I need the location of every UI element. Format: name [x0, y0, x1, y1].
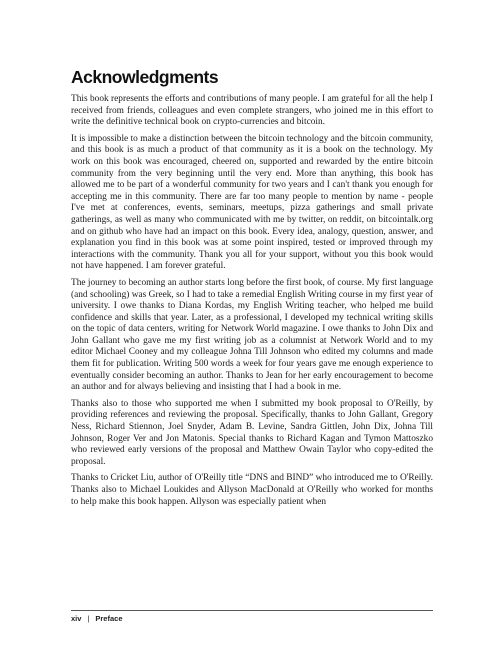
section-heading: Acknowledgments [71, 67, 219, 87]
page-content [71, 66, 433, 513]
paragraph-1: This book represents the efforts and contributions of many people. I am grateful for all the help I received from friends, colleagues and even complete strangers, who joined me in this effort to write the definitive technical book on crypto-currencies and bitcoin. [71, 94, 433, 128]
page-footer [71, 610, 433, 623]
chapter-name: Preface [95, 614, 123, 623]
paragraph-4: Thanks also to those who supported me when I submitted my book proposal to O'Reilly, by providing references and reviewing the proposal. Specifically, thanks to John Gallant, Gregory Ness, Richard Stiennon, Joel Snyder, Adam B. Levine, Sandra Gittlen, John Dix, Johna Till Johnson, Roger Ver and Jon Matonis. Special thanks to Richard Kagan and Tymon Mattoszko who reviewed early versions of the proposal and Matthew Owain Taylor who copy-edited the proposal. [71, 398, 433, 467]
paragraph-3: The journey to becoming an author starts long before the first book, of course. My first language (and schooling) was Greek, so I had to take a remedial English Writing course in my first year of university. I owe thanks to Diana Kordas, my English Writing teacher, who helped me build confidence and skills that year. Later, as a professional, I developed my technical writing skills on the topic of data centers, writing for Network World magazine. I owe thanks to John Dix and John Gallant who gave me my first writing job as a columnist at Network World and to my editor Michael Cooney and my colleague Johna Till Johnson who edited my columns and made them fit for publication. Writing 500 words a week for four years gave me enough experience to eventually consider becoming an author. Thanks to Jean for her early encouragement to become an author and for always believing and insisting that I had a book in me. [71, 277, 433, 393]
footer-separator: | [87, 614, 90, 623]
paragraph-5: Thanks to Cricket Liu, author of O'Reilly title “DNS and BIND” who introduced me to O'Reilly. Thanks also to Michael Loukides and Allyson MacDonald at O'Reilly who worked for months to help make this book happen. Allyson was especially patient when [71, 473, 433, 507]
page-number: xiv [71, 614, 82, 623]
paragraph-2: It is impossible to make a distinction between the bitcoin technology and the bitcoin community, and this book is as much a product of that community as it is a book on the technology. My work on this book was encouraged, cheered on, supported and rewarded by the entire bitcoin community from the very beginning until the very end. More than anything, this book has allowed me to be part of a wonderful community for two years and I can't thank you enough for accepting me in this community. There are far too many people to mention by name - people I've met at conferences, events, seminars, meetups, pizza gatherings and small private gatherings, as well as many who communicated with me by twitter, on reddit, on bitcointalk.org and on github who have had an impact on this book. Every idea, analogy, question, answer, and explanation you find in this book was at some point inspired, tested or improved through my interactions with the community. Thank you all for your support, without you this book would not have happened. I am forever grateful. [71, 133, 433, 272]
